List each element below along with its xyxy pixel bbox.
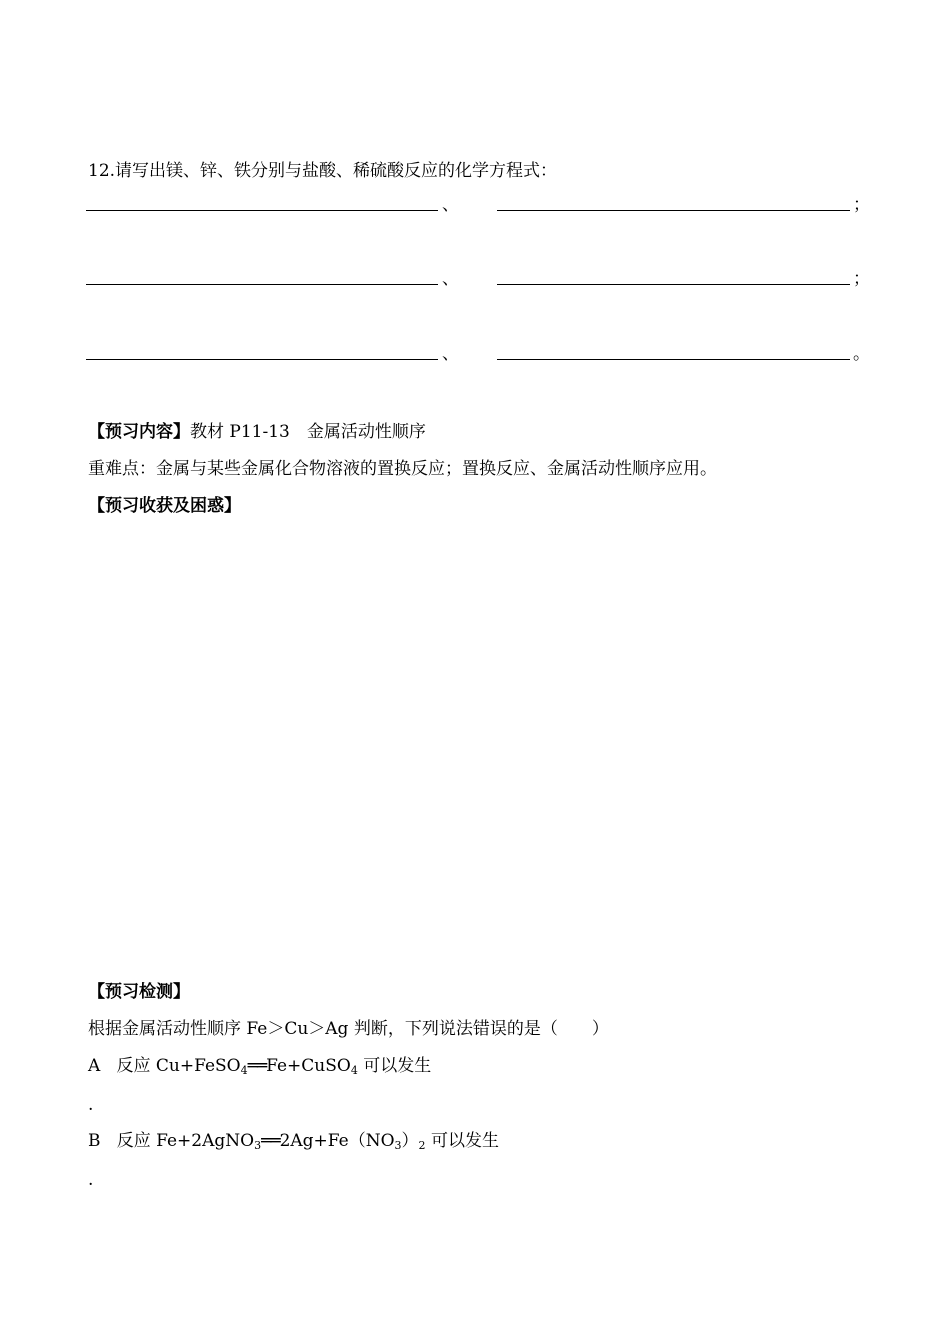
answer-row-1 xyxy=(0,192,950,216)
preview-test-heading: 【预习检测】 xyxy=(88,982,190,1002)
separator-3: 、 xyxy=(442,344,459,364)
option-b-post: 可以发生 xyxy=(425,1131,499,1151)
option-b-mid: 2Ag+Fe（NO xyxy=(279,1131,395,1151)
option-b-dot: . xyxy=(88,1170,94,1190)
test-question: 根据金属活动性顺序 Fe＞Cu＞Ag 判断，下列说法错误的是（ ） xyxy=(88,1019,609,1039)
question-12-prompt: 12.请写出镁、锌、铁分别与盐酸、稀硫酸反应的化学方程式： xyxy=(88,161,558,181)
option-b[interactable] xyxy=(88,1130,499,1152)
option-a-dot: . xyxy=(88,1095,94,1115)
option-a-sub2: 4 xyxy=(350,1064,358,1077)
option-a-mid: Fe+CuSO xyxy=(266,1056,351,1076)
separator-2: 、 xyxy=(442,269,459,289)
preview-gains-heading: 【预习收获及困惑】 xyxy=(88,496,241,516)
end-mark-3: 。 xyxy=(853,344,870,364)
option-a-sub1: 4 xyxy=(240,1064,248,1077)
option-a[interactable] xyxy=(88,1055,431,1077)
preview-content-text: 教材 P11-13 金属活动性顺序 xyxy=(190,422,426,442)
option-a-pre: 反应 Cu+FeSO xyxy=(116,1056,241,1076)
option-b-sub3: 2 xyxy=(418,1139,426,1152)
answer-blank-1b[interactable] xyxy=(497,210,850,211)
option-b-sub1: 3 xyxy=(254,1139,262,1152)
end-mark-1: ； xyxy=(853,195,870,215)
end-mark-2: ； xyxy=(853,269,870,289)
answer-blank-2b[interactable] xyxy=(497,284,850,285)
option-a-eq: ══ xyxy=(247,1056,267,1076)
answer-blank-2a[interactable] xyxy=(86,284,438,285)
option-b-letter: B xyxy=(88,1131,101,1151)
option-b-close: ） xyxy=(401,1131,419,1151)
option-b-sub2: 3 xyxy=(394,1139,402,1152)
option-b-pre: 反应 Fe+2AgNO xyxy=(116,1131,255,1151)
separator-1: 、 xyxy=(442,195,459,215)
preview-content-line xyxy=(88,421,426,443)
option-b-eq: ══ xyxy=(261,1131,280,1151)
answer-blank-3b[interactable] xyxy=(497,359,850,360)
key-points: 重难点：金属与某些金属化合物溶液的置换反应；置换反应、金属活动性顺序应用。 xyxy=(88,459,717,479)
answer-blank-3a[interactable] xyxy=(86,359,438,360)
option-a-letter: A xyxy=(88,1056,101,1076)
option-a-post: 可以发生 xyxy=(357,1056,432,1076)
answer-row-3 xyxy=(0,341,950,365)
preview-content-label: 【预习内容】 xyxy=(88,422,190,442)
answer-blank-1a[interactable] xyxy=(86,210,438,211)
answer-row-2 xyxy=(0,266,950,290)
